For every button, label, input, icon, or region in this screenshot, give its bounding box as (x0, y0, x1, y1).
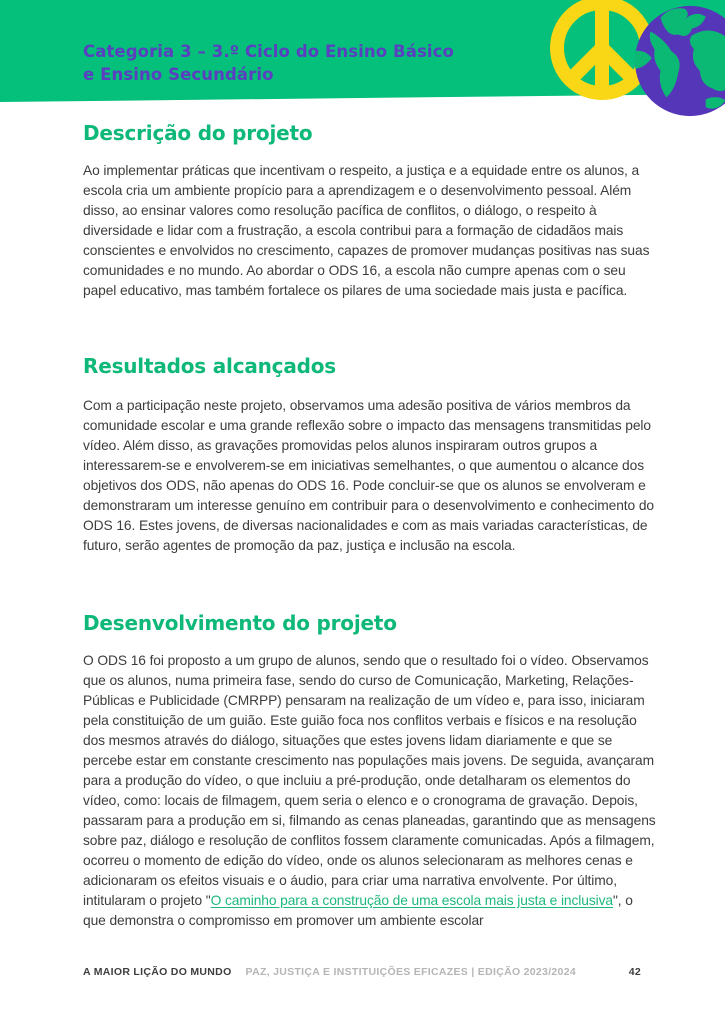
category-title-line1: Categoria 3 – 3.º Ciclo do Ensino Básico (83, 42, 454, 61)
page-footer (83, 966, 641, 978)
body-text-before-link: O ODS 16 foi proposto a um grupo de alunos, sendo que o resultado foi o vídeo. Observamos que os alunos, numa primeira fase, sendo do curso de Comunicação, Marketing, Relações-Públicas e Publicidade (CMRPP) pensaram na realização de um vídeo e, para isso, iniciaram pela constituição de um guião. Este guião foca nos conflitos verbais e físicos e na resolução dos mesmos através do diálogo, situações que estes jovens lidam diariamente e que se percebe estar em constante crescimento nas populações mais jovens. De seguida, avançaram para a produção do vídeo, o que incluiu a pré-produção, onde detalharam os elementos do vídeo, como: locais de filmagem, quem seria o elenco e o cronograma de gravação. Depois, passaram para a produção em si, filmando as cenas planeadas, garantindo que as mensagens sobre paz, diálogo e resolução de conflitos fossem claramente comunicadas. Após a filmagem, ocorreu o momento de edição do vídeo, onde os alunos selecionaram as melhores cenas e adicionaram os efeitos visuais e o áudio, para criar uma narrativa envolvente. Por último, intitularam o projeto " (83, 653, 656, 908)
category-title-line2: e Ensino Secundário (83, 65, 274, 84)
footer-brand: A MAIOR LIÇÃO DO MUNDO (83, 966, 232, 978)
body-text-after-link: ", o que demonstra o compromisso em promover um ambiente escolar (83, 893, 633, 928)
section-heading-desenvolvimento: Desenvolvimento do projeto (83, 611, 397, 635)
section-body-desenvolvimento (83, 651, 657, 931)
section-body-descricao: Ao implementar práticas que incentivam o respeito, a justiça e a equidade entre os alunos, a escola cria um ambiente propício para a aprendizagem e o desenvolvimento pessoal. Além disso, ao ensinar valores como resolução pacífica de conflitos, o diálogo, o respeito à diversidade e lidar com a frustração, a escola contribui para a formação de cidadãos mais conscientes e envolvidos no crescimento, capazes de promover mudanças positivas nas suas comunidades e no mundo. Ao abordar o ODS 16, a escola não cumpre apenas com o seu papel educativo, mas também fortalece os pilares de uma sociedade mais justa e pacífica. (83, 163, 650, 298)
project-video-link[interactable]: O caminho para a construção de uma escola mais justa e inclusiva (210, 893, 613, 908)
category-title (83, 40, 454, 86)
section-heading-descricao: Descrição do projeto (83, 121, 313, 145)
section-heading-resultados: Resultados alcançados (83, 354, 336, 378)
page-number: 42 (628, 966, 641, 978)
footer-edition: PAZ, JUSTIÇA E INSTITUIÇÕES EFICAZES | EDIÇÃO 2023/2024 (245, 966, 576, 978)
section-body-resultados: Com a participação neste projeto, observamos uma adesão positiva de vários membros da comunidade escolar e uma grande reflexão sobre o impacto das mensagens transmitidas pelo vídeo. Além disso, as gravações promovidas pelos alunos inspiraram outros grupos a interessarem-se e envolverem-se em iniciativas semelhantes, o que aumentou o alcance dos objetivos dos ODS, não apenas do ODS 16. Pode concluir-se que os alunos se envolveram e demonstraram um interesse genuíno em contribuir para o desenvolvimento e conhecimento do ODS 16. Estes jovens, de diversas nacionalidades e com as mais variadas características, de futuro, serão agentes de promoção da paz, justiça e inclusão na escola. (83, 398, 654, 553)
globe-icon (631, 2, 725, 120)
